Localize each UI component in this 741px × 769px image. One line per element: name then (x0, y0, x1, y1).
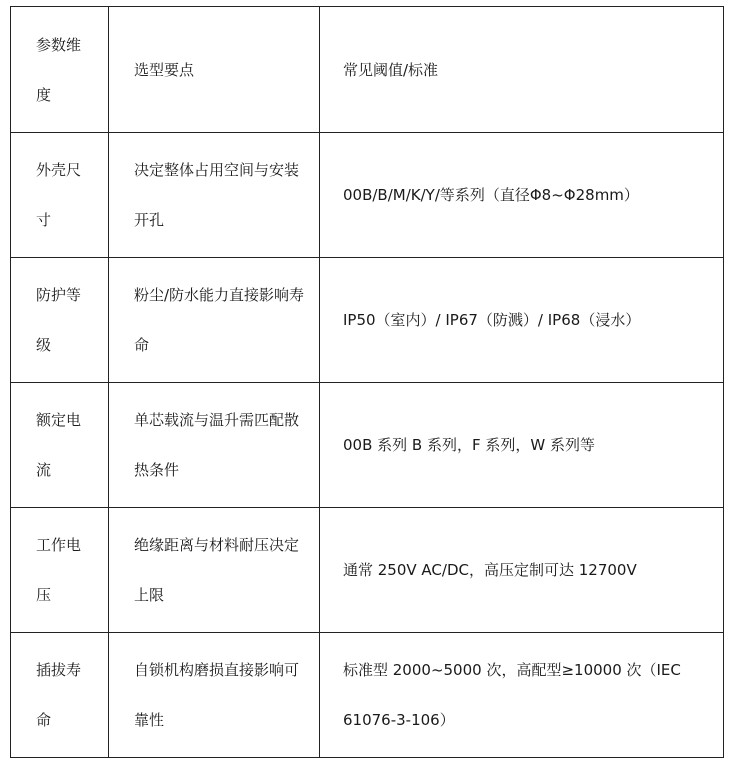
header-standard: 常见阈值/标准 (343, 60, 439, 79)
param-text: 工作电压 (36, 536, 82, 604)
standard-text: 00B 系列 B 系列，F 系列，W 系列等 (343, 436, 595, 454)
param-text: 插拔寿命 (36, 661, 82, 729)
table-row (11, 258, 724, 383)
standard-text: 00B/B/M/K/Y/等系列（直径Φ8~Φ28mm） (343, 186, 639, 204)
standard-text: 标准型 2000~5000 次，高配型≥10000 次（IEC 61076-3-106） (343, 661, 681, 729)
point-text: 单芯载流与温升需匹配散热条件 (134, 411, 300, 479)
table-row (11, 383, 724, 508)
standard-cell (320, 258, 724, 383)
table-row (11, 133, 724, 258)
point-text: 绝缘距离与材料耐压决定上限 (134, 536, 300, 604)
standard-cell (320, 633, 724, 758)
standard-text: IP50（室内）/ IP67（防溅）/ IP68（浸水） (343, 311, 641, 329)
standard-cell (320, 133, 724, 258)
table-row (11, 633, 724, 758)
param-cell (11, 633, 109, 758)
param-text: 外壳尺寸 (36, 161, 82, 229)
standard-cell (320, 508, 724, 633)
table-header-row (11, 7, 724, 133)
header-point: 选型要点 (134, 60, 195, 79)
parameter-table (10, 6, 724, 758)
param-text: 防护等级 (36, 286, 82, 354)
standard-text: 通常 250V AC/DC，高压定制可达 12700V (343, 561, 637, 579)
point-cell (109, 258, 320, 383)
param-text: 额定电流 (36, 411, 82, 479)
header-param-cell (11, 7, 109, 133)
point-text: 粉尘/防水能力直接影响寿命 (134, 286, 305, 354)
param-cell (11, 133, 109, 258)
header-param: 参数维度 (36, 35, 82, 104)
header-standard-cell (320, 7, 724, 133)
table-row (11, 508, 724, 633)
point-cell (109, 383, 320, 508)
point-text: 决定整体占用空间与安装开孔 (134, 161, 300, 229)
point-cell (109, 133, 320, 258)
param-cell (11, 383, 109, 508)
header-point-cell (109, 7, 320, 133)
point-text: 自锁机构磨损直接影响可靠性 (134, 661, 300, 729)
point-cell (109, 508, 320, 633)
param-cell (11, 508, 109, 633)
point-cell (109, 633, 320, 758)
param-cell (11, 258, 109, 383)
standard-cell (320, 383, 724, 508)
